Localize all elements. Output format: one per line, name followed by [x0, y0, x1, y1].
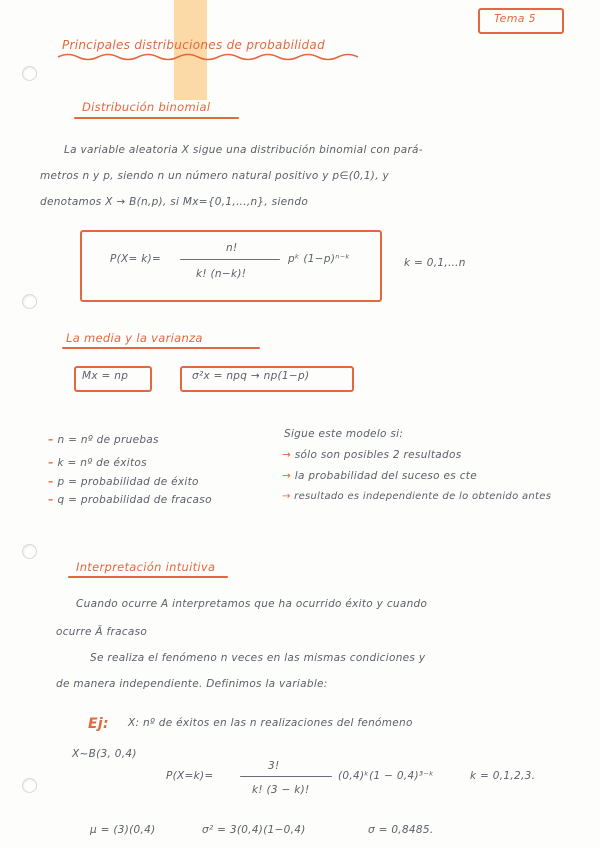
formula-fraction-bar — [180, 259, 280, 260]
heading-underline — [74, 117, 239, 119]
heading-underline — [68, 576, 228, 578]
formula-numerator: n! — [226, 242, 238, 254]
legend-item: – p = probabilidad de éxito — [48, 476, 199, 488]
section-heading-interpretacion: Interpretación intuitiva — [76, 560, 216, 574]
mean-formula: Mx = np — [82, 370, 129, 382]
formula-lhs: P(X= k)= — [110, 253, 162, 265]
example-label: Ej: — [88, 716, 109, 732]
example-distribution: X~B(3, 0,4) — [72, 748, 137, 760]
binomial-formula-box — [80, 230, 382, 302]
model-item: → resultado es independiente de lo obtenido antes — [282, 491, 552, 502]
example-definition: X: nº de éxitos en las n realizaciones del fenómeno — [128, 717, 413, 729]
binomial-paragraph-line: La variable aleatoria X sigue una distribución binomial con pará- — [64, 144, 423, 156]
section-heading-media: La media y la varianza — [66, 331, 203, 345]
interp-line: Se realiza el fenómeno n veces en las mismas condiciones y — [90, 652, 426, 664]
tema-label: Tema 5 — [494, 12, 536, 25]
page-title: Principales distribuciones de probabilidad — [62, 38, 326, 52]
example-px-rhs: (0,4)ᵏ(1 − 0,4)³⁻ᵏ — [338, 770, 435, 782]
example-px-numerator: 3! — [268, 760, 280, 772]
interp-line: ocurre Ā fracaso — [56, 626, 148, 638]
binder-hole — [22, 294, 37, 309]
example-fraction-bar — [240, 776, 332, 777]
variance-formula: σ²x = npq → np(1−p) — [192, 370, 310, 382]
heading-underline — [62, 347, 260, 349]
binder-hole — [22, 544, 37, 559]
formula-k-range: k = 0,1,…n — [404, 257, 466, 269]
example-sigma2: σ² = 3(0,4)(1−0,4) — [202, 824, 306, 836]
example-px-k: k = 0,1,2,3. — [470, 770, 536, 782]
binder-hole — [22, 778, 37, 793]
formula-denominator: k! (n−k)! — [196, 268, 247, 280]
section-heading-binomial: Distribución binomial — [82, 100, 211, 114]
binder-hole — [22, 66, 37, 81]
model-item: → la probabilidad del suceso es cte — [282, 470, 477, 482]
example-sigma: σ = 0,8485. — [368, 824, 434, 836]
interp-line: Cuando ocurre A interpretamos que ha ocurrido éxito y cuando — [76, 598, 428, 610]
model-item: → sólo son posibles 2 resultados — [282, 449, 462, 461]
binomial-paragraph-line: metros n y p, siendo n un número natural positivo y p∈(0,1), y — [40, 170, 389, 182]
example-mu: μ = (3)(0,4) — [90, 824, 156, 836]
interp-line: de manera independiente. Definimos la variable: — [56, 678, 328, 690]
legend-item: – k = nº de éxitos — [48, 457, 147, 469]
binomial-paragraph-line: denotamos X → B(n,p), si Mx={0,1,…,n}, siendo — [40, 196, 309, 208]
model-title: Sigue este modelo si: — [284, 428, 404, 440]
legend-item: – n = nº de pruebas — [48, 434, 159, 446]
legend-item: – q = probabilidad de fracaso — [48, 494, 212, 506]
example-px-denominator: k! (3 − k)! — [252, 784, 310, 796]
example-px-lhs: P(X=k)= — [166, 770, 214, 782]
formula-rhs: pᵏ (1−p)ⁿ⁻ᵏ — [288, 253, 351, 265]
title-wavy-underline — [56, 52, 366, 62]
